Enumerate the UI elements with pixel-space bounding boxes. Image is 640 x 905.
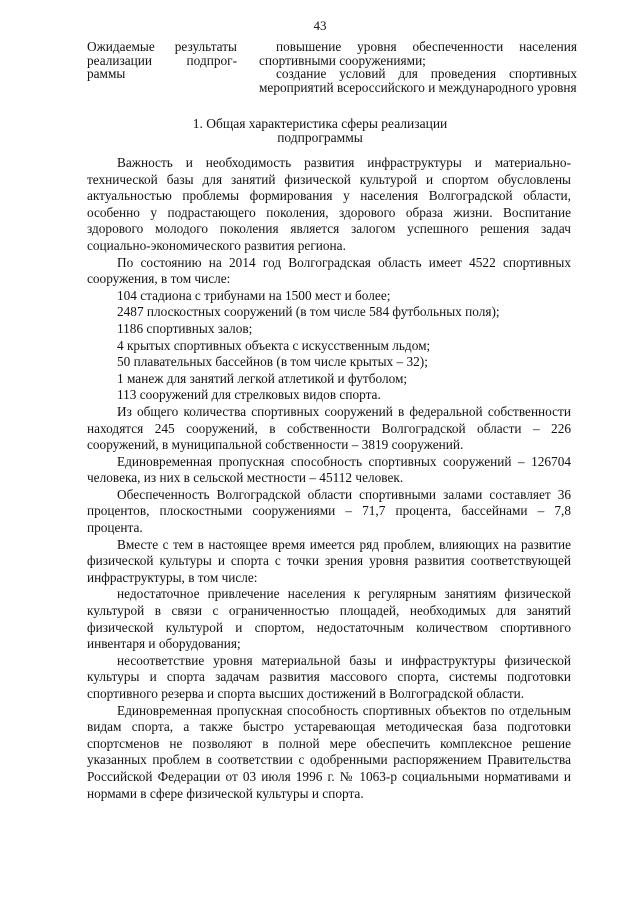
paragraph: По состоянию на 2014 год Волгоградская область имеет 4522 спортивных сооружения, в том числе: xyxy=(87,254,571,287)
page-number: 43 xyxy=(313,18,327,33)
row-label-line: реализации подпрог- xyxy=(87,52,237,68)
paragraph: Единовременная пропускная способность спортивных объектов по отдельным видам спорта, а также быстро устаревающая методическая база подготовки спортсменов не позволяют в полной мере обеспечить комплексное решение указанных проблем в соответствии с одобренными распоряжением Правительства Российской Федерации от 03 июля 1996 г. № 1063-р социальными нормативами и нормами в сфере физической культуры и спорта. xyxy=(87,702,571,801)
paragraph: Из общего количества спортивных сооружений в федеральной собственности находятся 245 сооружений, в собственности Волгоградской области – 226 сооружений, в муниципальной собственности – 3819 сооружений. xyxy=(87,403,571,453)
paragraph: Обеспеченность Волгоградской области спортивными залами составляет 36 процентов, плоскостными сооружениями – 71,7 процента, бассейнами – 7,8 процента. xyxy=(87,486,571,536)
list-item: 4 крытых спортивных объекта с искусственным льдом; xyxy=(117,337,431,353)
paragraph: Вместе с тем в настоящее время имеется ряд проблем, влияющих на развитие физической культуры и спорта с точки зрения уровня развития соответствующей инфраструктуры, в том числе: xyxy=(87,536,571,585)
section-title xyxy=(0,117,640,144)
row-label-line: раммы xyxy=(87,66,126,81)
paragraph: Единовременная пропускная способность спортивных сооружений – 126704 человека, из них в сельской местности – 45112 человек. xyxy=(87,453,571,486)
section-title-line: подпрограммы xyxy=(277,129,363,145)
row-label xyxy=(87,40,237,81)
document-body xyxy=(87,155,571,802)
row-value-item: повышение уровня обеспеченности населения спортивными сооружениями; xyxy=(259,39,577,68)
row-value-item: создание условий для проведения спортивных мероприятий всероссийского и международного уровня xyxy=(259,66,577,95)
list-item: 1186 спортивных залов; xyxy=(117,320,253,336)
row-label-line: Ожидаемые результаты xyxy=(87,39,237,54)
list-item: 50 плавательных бассейнов (в том числе крытых – 32); xyxy=(117,354,428,370)
paragraph: Важность и необходимость развития инфраструктуры и материально-технической базы для занятий физической культурой и спортом обусловлены актуальностью проблемы формирования у населения Волгоградской области, особенно у подрастающего поколения, здорового образа жизни. Воспитание здорового молодого поколения является залогом успешного решения задач социально-экономического развития региона. xyxy=(87,155,571,253)
list-item: 104 стадиона с трибунами на 1500 мест и более; xyxy=(117,287,391,303)
list-item: 113 сооружений для стрелковых видов спорта. xyxy=(117,387,381,403)
section-title-line: 1. Общая характеристика сферы реализации xyxy=(192,116,448,131)
list-item: 2487 плоскостных сооружений (в том числе 584 футбольных поля); xyxy=(117,304,500,320)
list-item: 1 манеж для занятий легкой атлетикой и футболом; xyxy=(117,370,408,386)
paragraph: недостаточное привлечение населения к регулярным занятиям физической культурой в связи с ограниченностью площадей, необходимых для занятий физической культурой и спортом, недостаточным количеством спортивного инвентаря и оборудования; xyxy=(87,586,571,652)
row-value xyxy=(259,40,577,94)
paragraph: несоответствие уровня материальной базы и инфраструктуры физической культуры и спорта задачам развития массового спорта, системы подготовки спортивного резерва и спорта высших достижений в Волгоградской области. xyxy=(87,652,571,701)
